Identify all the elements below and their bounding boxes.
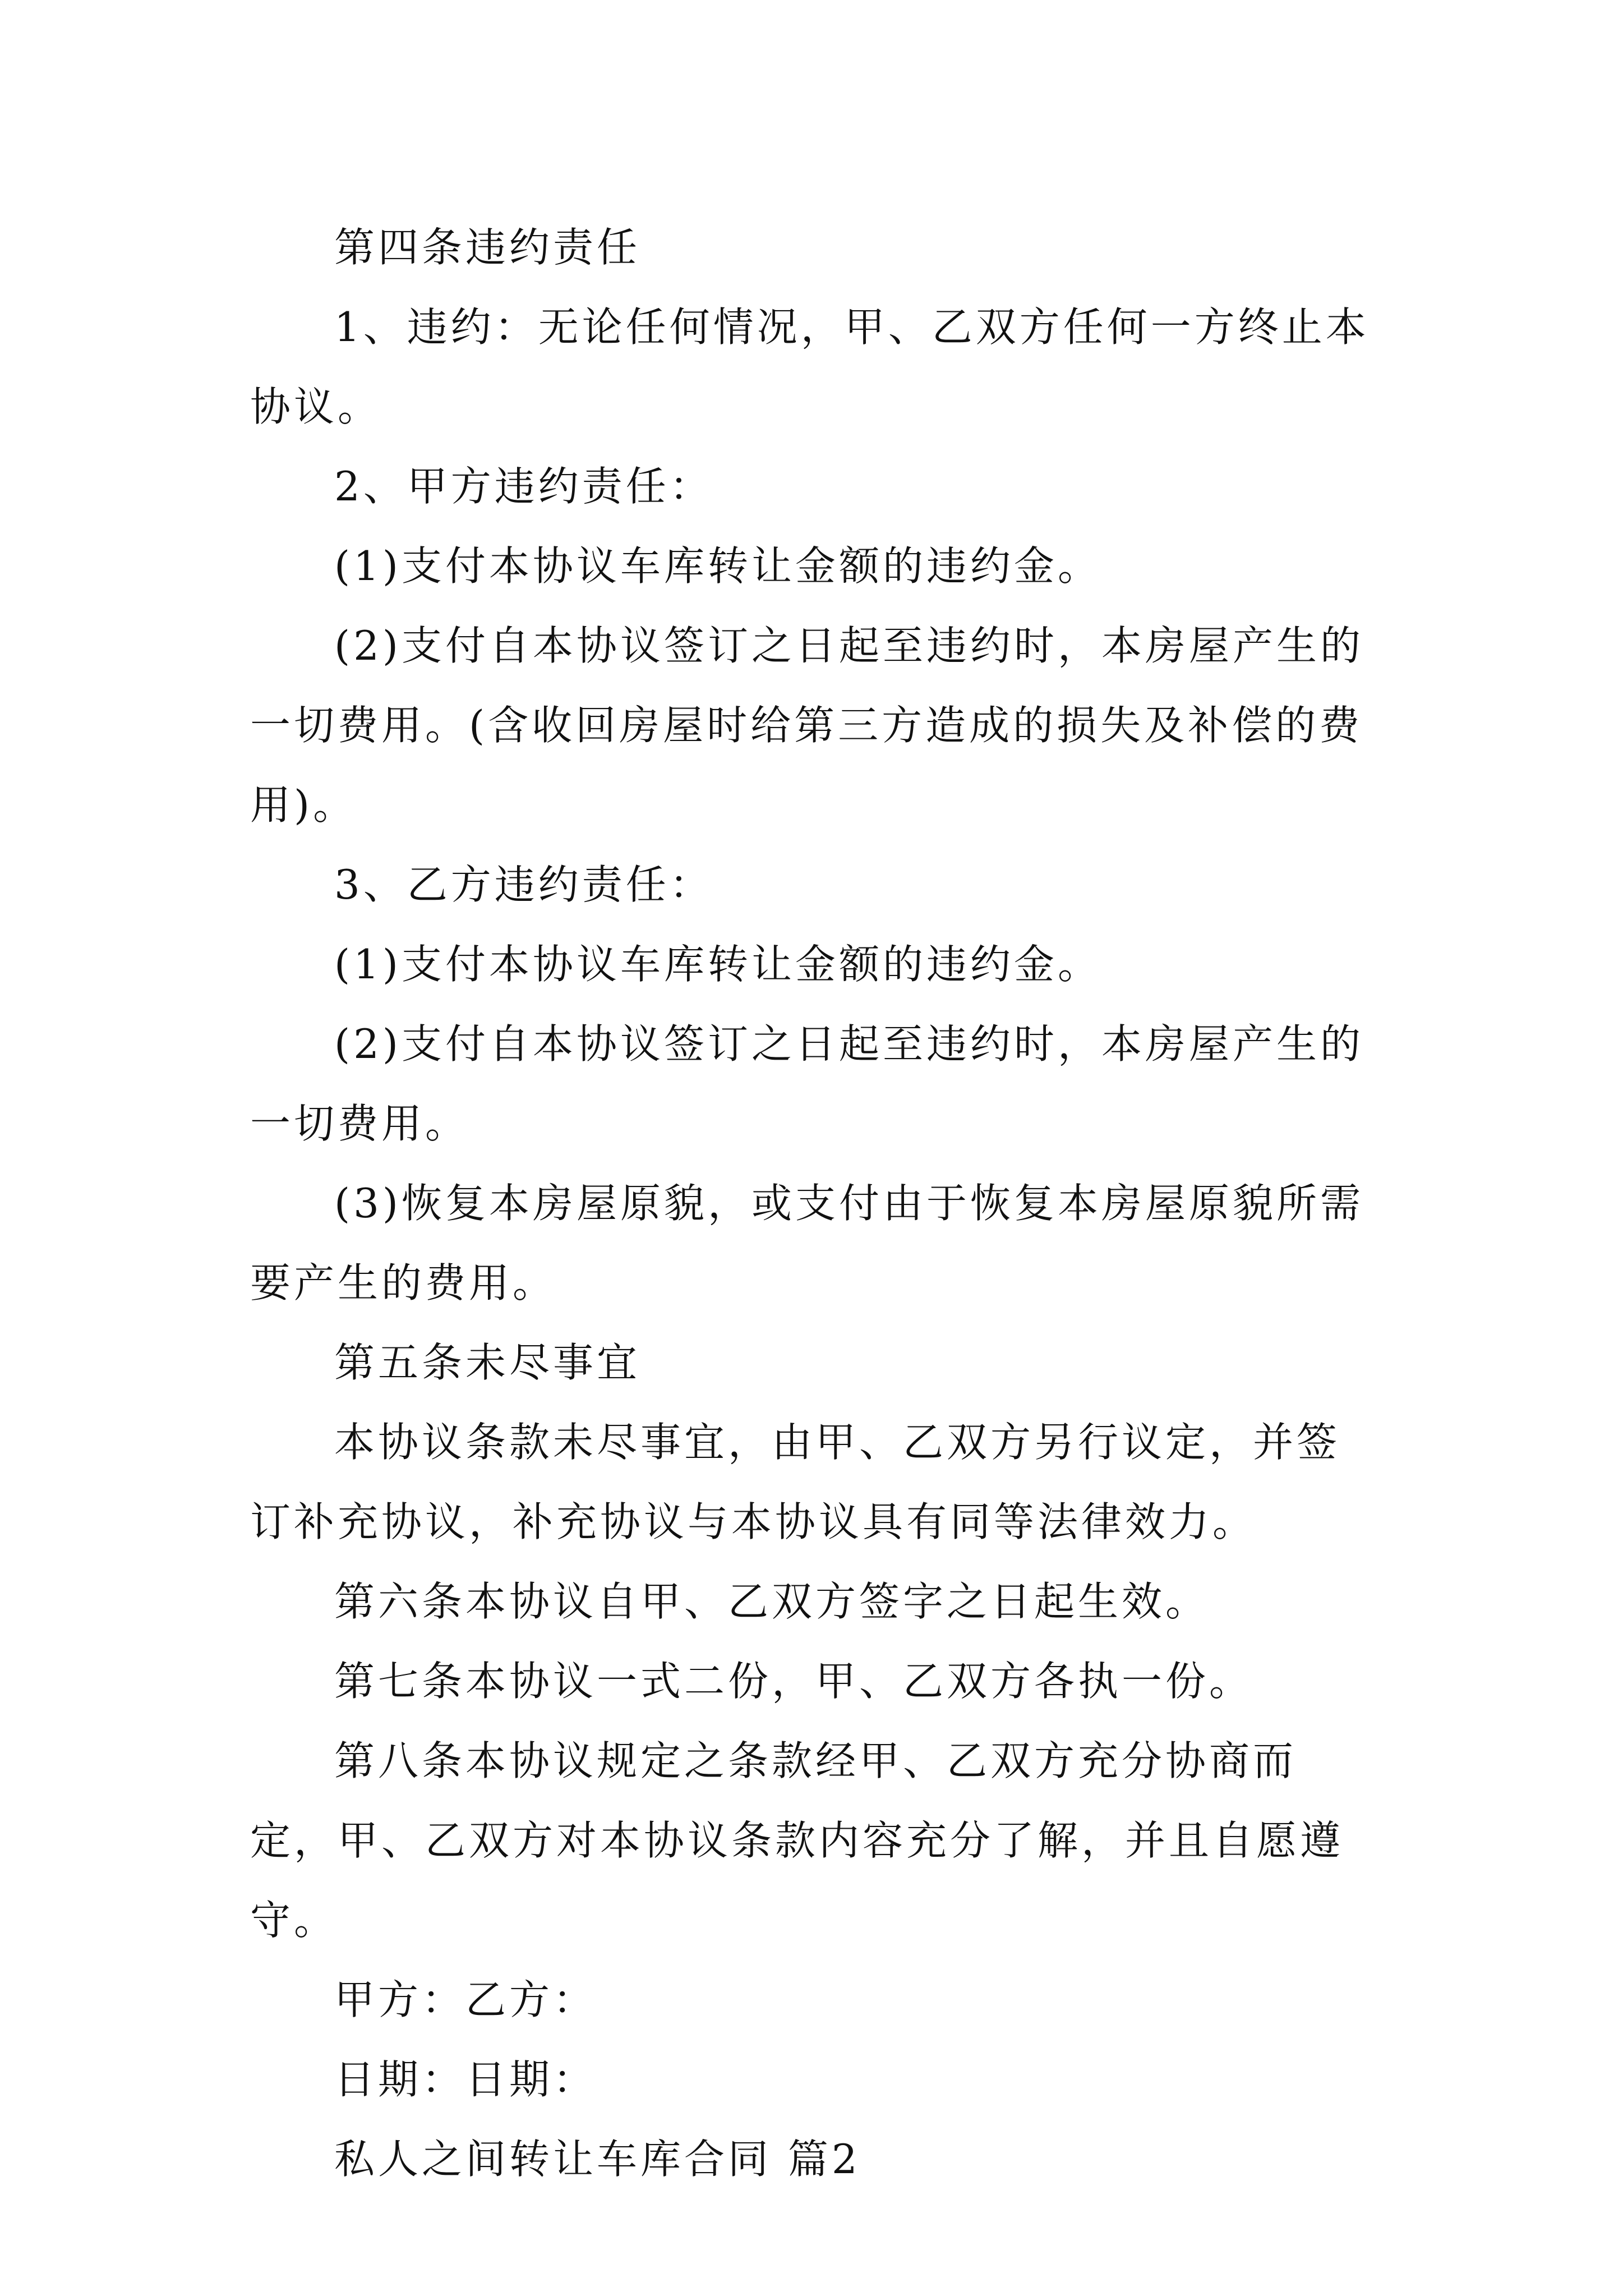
signature-date-line: 日期：日期：	[334, 2056, 597, 2103]
next-contract-title: 私人之间转让车库合同 篇2	[334, 2136, 861, 2183]
signature-parties-line: 甲方：乙方：	[334, 1976, 597, 2023]
paragraph-article-6: 第六条本协议自甲、乙双方签字之日起生效。	[334, 1578, 1210, 1625]
paragraph-article-8: 第八条本协议规定之条款经甲、乙双方充分协商而定，甲、乙双方对本协议条款内容充分了解，并且自愿遵守。	[250, 1737, 1344, 1944]
paragraph-party-a-item-1: (1)支付本协议车库转让金额的违约金。	[334, 542, 1101, 590]
paragraph-party-b-liability: 3、乙方违约责任：	[334, 861, 713, 908]
paragraph-breach-definition: 1、违约：无论任何情况，甲、乙双方任何一方终止本协议。	[250, 303, 1370, 430]
paragraph-party-a-liability: 2、甲方违约责任：	[334, 463, 713, 510]
paragraph-party-b-item-3: (3)恢复本房屋原貌，或支付由于恢复本房屋原貌所需要产生的费用。	[250, 1180, 1364, 1306]
section-heading-breach-liability: 第四条违约责任	[334, 224, 641, 271]
paragraph-party-b-item-1: (1)支付本协议车库转让金额的违约金。	[334, 941, 1101, 988]
document-body	[250, 208, 1383, 2199]
paragraph-unresolved-matters: 本协议条款未尽事宜，由甲、乙双方另行议定，并签订补充协议，补充协议与本协议具有同等法律效力。	[250, 1419, 1341, 1545]
paragraph-party-a-item-2: (2)支付自本协议签订之日起至违约时，本房屋产生的一切费用。(含收回房屋时给第三方造成的损失及补偿的费用)。	[250, 622, 1364, 829]
section-heading-unresolved-matters: 第五条未尽事宜	[334, 1339, 641, 1386]
paragraph-party-b-item-2: (2)支付自本协议签订之日起至违约时，本房屋产生的一切费用。	[250, 1020, 1364, 1147]
paragraph-article-7: 第七条本协议一式二份，甲、乙双方各执一份。	[334, 1658, 1253, 1705]
